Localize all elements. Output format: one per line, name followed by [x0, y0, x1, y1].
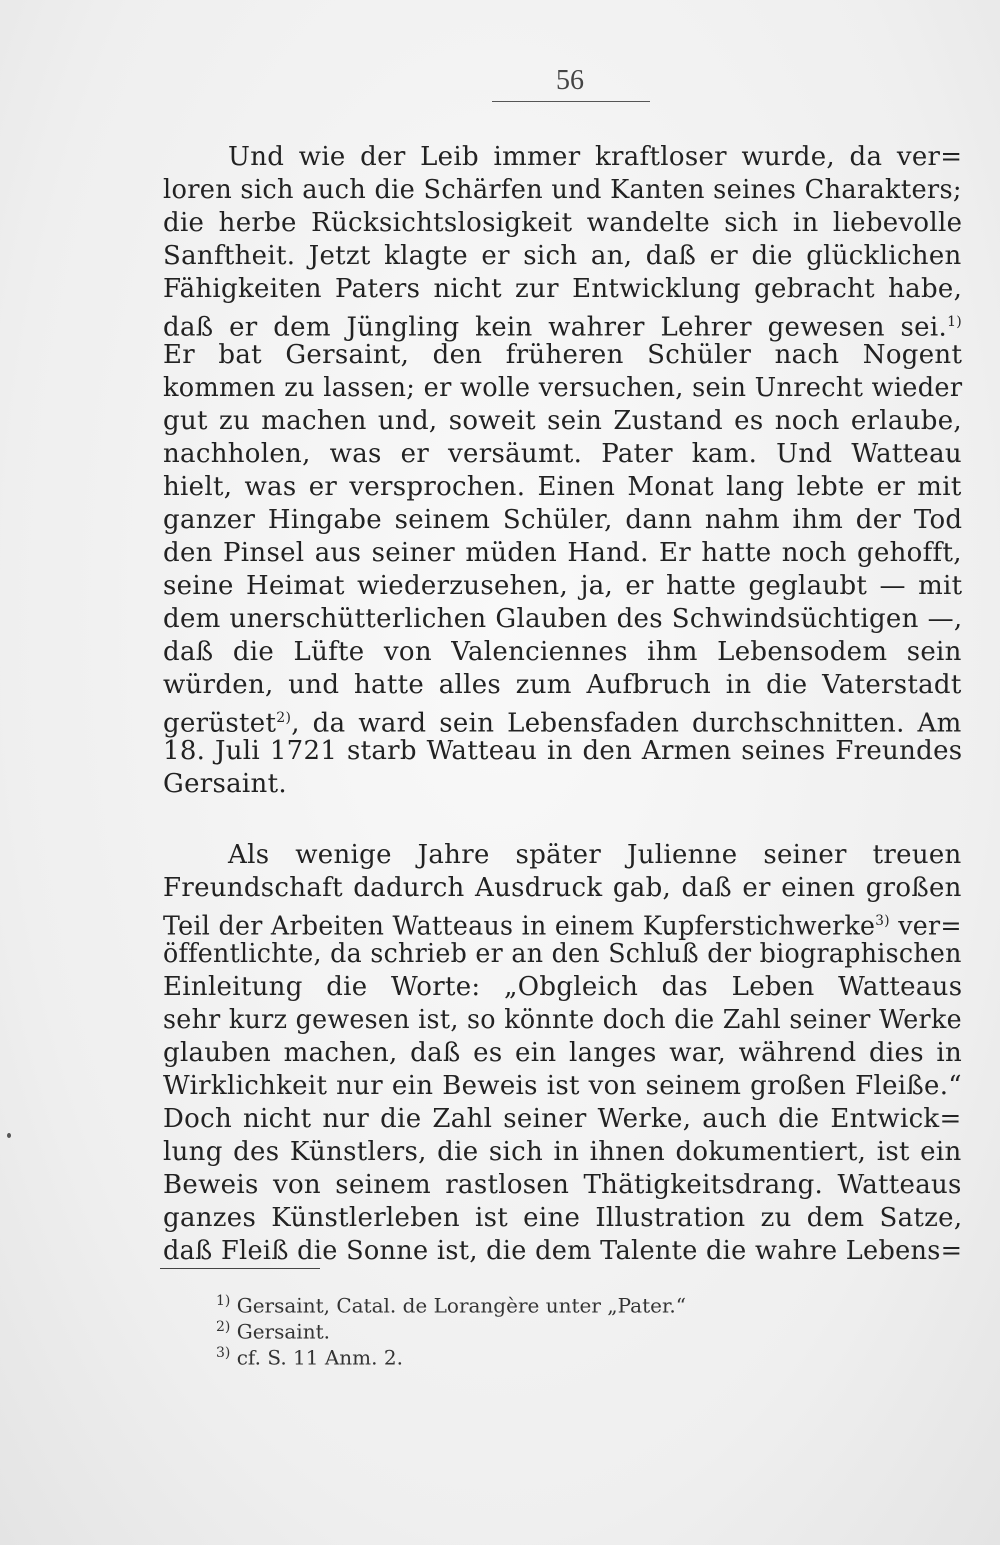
text-line [163, 905, 962, 943]
text-line: ganzer Hingabe seinem Schüler, dann nahm ihm der Tod [163, 505, 963, 535]
text-line: Und wie der Leib immer kraftloser wurde, da ver= [228, 142, 963, 172]
text-line: würden, und hatte alles zum Aufbruch in die Vaterstadt [163, 670, 962, 700]
text-line: Freundschaft dadurch Ausdruck gab, daß er einen großen [163, 873, 962, 903]
text-line: die herbe Rücksichtslosigkeit wandelte sich in liebevolle [163, 208, 963, 238]
text-line: sehr kurz gewesen ist, so könnte doch die Zahl seiner Werke [163, 1005, 962, 1035]
text-line: gut zu machen und, soweit sein Zustand es noch erlaube, [163, 406, 962, 436]
header-rule [492, 101, 650, 102]
text-line: lung des Künstlers, die sich in ihnen dokumentiert, ist ein [163, 1137, 962, 1167]
footnote-mark-2: 2) [276, 710, 292, 726]
text-line: Sanftheit. Jetzt klagte er sich an, daß er die glücklichen [163, 241, 962, 271]
paper-speck [7, 1133, 11, 1138]
footnote-label: 1) [216, 1293, 231, 1309]
footnote-label: 2) [216, 1319, 231, 1335]
text-line: öffentlichte, da schrieb er an den Schluß der biographischen [163, 939, 962, 969]
text-line: ganzes Künstlerleben ist eine Illustration zu dem Satze, [163, 1203, 963, 1233]
text-line [163, 306, 962, 344]
line-text: , da ward sein Lebensfaden durchschnitten. Am [291, 708, 962, 739]
line-text: Teil der Arbeiten Watteaus in einem Kupferstichwerke [163, 911, 876, 942]
text-line: seine Heimat wiederzusehen, ja, er hatte geglaubt — mit [163, 571, 963, 601]
footnote-mark-3: 3) [875, 913, 890, 929]
text-line: glauben machen, daß es ein langes war, während dies in [163, 1038, 963, 1068]
text-line: daß Fleiß die Sonne ist, die dem Talente die wahre Lebens= [163, 1236, 963, 1266]
text-line: loren sich auch die Schärfen und Kanten seines Charakters; [163, 175, 962, 205]
footnote-text: Gersaint. [236, 1319, 330, 1344]
text-line: daß die Lüfte von Valenciennes ihm Lebensodem sein [163, 637, 962, 667]
text-line: Doch nicht nur die Zahl seiner Werke, auch die Entwick= [163, 1104, 962, 1134]
text-line: den Pinsel aus seiner müden Hand. Er hatte noch gehofft, [163, 538, 962, 568]
footnote-rule [160, 1268, 320, 1269]
text-line: Wirklichkeit nur ein Beweis ist von seinem großen Fleiße.“ [163, 1071, 962, 1101]
text-line: Als wenige Jahre später Julienne seiner treuen [228, 840, 962, 870]
text-line: nachholen, was er versäumt. Pater kam. Und Watteau [163, 439, 962, 469]
text-line: kommen zu lassen; er wolle versuchen, sein Unrecht wieder [163, 373, 963, 403]
text-line [163, 702, 962, 740]
text-line: Fähigkeiten Paters nicht zur Entwicklung gebracht habe, [163, 274, 963, 304]
text-line: 18. Juli 1721 starb Watteau in den Armen seines Freundes [163, 736, 963, 766]
footnote-text: Gersaint, Catal. de Lorangère unter „Pater.“ [236, 1293, 686, 1318]
line-text: ver= [889, 911, 962, 942]
text-line: Einleitung die Worte: „Obgleich das Leben Watteaus [163, 972, 963, 1002]
text-line: hielt, was er versprochen. Einen Monat lang lebte er mit [163, 472, 962, 502]
footnote-text: cf. S. 11 Anm. 2. [236, 1345, 403, 1370]
footnote-mark-1: 1) [947, 314, 963, 330]
footnote-label: 3) [216, 1345, 231, 1361]
line-text: daß er dem Jüngling kein wahrer Lehrer gewesen sei. [163, 312, 948, 343]
text-line: dem unerschütterlichen Glauben des Schwindsüchtigen —, [163, 604, 963, 634]
text-line: Er bat Gersaint, den früheren Schüler nach Nogent [163, 340, 963, 370]
line-text: gerüstet [163, 708, 277, 739]
page-number: 56 [556, 65, 584, 96]
text-line: Beweis von seinem rastlosen Thätigkeitsdrang. Watteaus [163, 1170, 962, 1200]
text-line: Gersaint. [163, 769, 287, 799]
footnote-3 [216, 1340, 403, 1371]
